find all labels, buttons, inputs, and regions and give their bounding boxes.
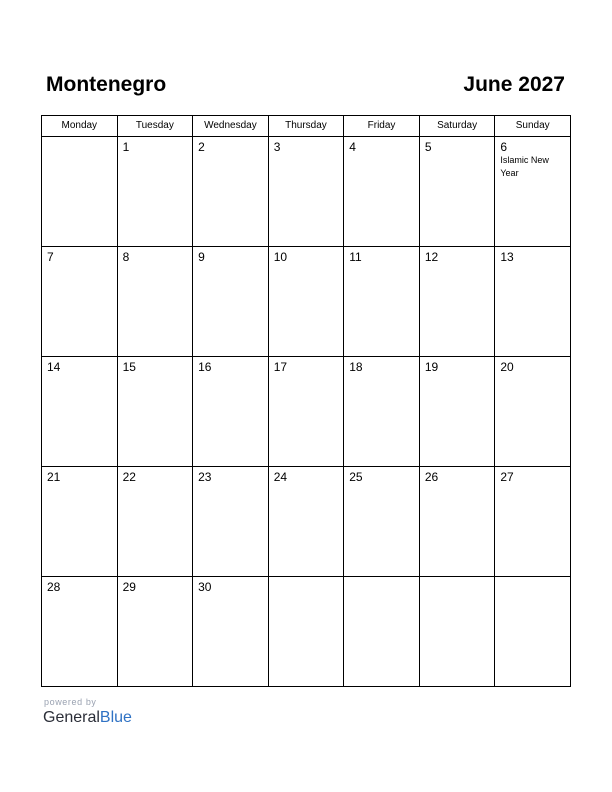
day-number: 6 [500,140,508,154]
week-row [42,357,571,467]
generalblue-logo[interactable] [43,708,132,728]
day-number: 7 [47,250,54,264]
day-cell [344,137,420,247]
day-cell [42,467,118,577]
day-number: 10 [273,250,288,264]
day-number: 2 [198,140,205,154]
day-cell [268,137,344,247]
brand-general-text: General [43,709,100,726]
weekday-header: Sunday [495,116,571,137]
day-cell [117,577,193,687]
powered-by-label: powered by [44,697,97,707]
calendar-grid [41,115,571,687]
day-cell [42,357,118,467]
week-row [42,467,571,577]
day-cell [42,247,118,357]
footer-branding [43,697,132,728]
day-number: 20 [500,360,514,374]
weekday-header: Friday [344,116,420,137]
day-cell [419,577,495,687]
day-number: 30 [198,580,212,594]
day-number: 4 [349,140,356,154]
calendar-country-title: Montenegro [46,73,167,96]
day-cell [495,577,571,687]
weekday-header: Saturday [419,116,495,137]
day-cell [344,577,420,687]
day-cell [419,247,495,357]
day-number: 25 [349,470,363,484]
day-cell [268,247,344,357]
week-row [42,137,571,247]
day-number: 29 [122,580,136,594]
day-number: 23 [198,470,212,484]
day-number: 11 [349,250,362,264]
weekday-header: Wednesday [193,116,269,137]
day-number: 17 [273,360,288,374]
day-number: 14 [47,360,61,374]
week-row [42,247,571,357]
day-number: 12 [424,250,439,264]
weekday-header: Thursday [268,116,344,137]
day-number [344,577,419,580]
day-number: 16 [198,360,212,374]
holiday-label: Islamic New Year [500,155,549,178]
day-cell [42,577,118,687]
day-cell [268,577,344,687]
week-row [42,577,571,687]
day-number: 9 [198,250,205,264]
day-number: 18 [349,360,363,374]
day-number: 19 [424,360,439,374]
day-cell [495,247,571,357]
day-number: 21 [47,470,61,484]
weekday-header: Tuesday [117,116,193,137]
day-number: 1 [122,140,130,154]
day-cell [193,357,269,467]
day-number: 8 [122,250,130,264]
day-number: 26 [424,470,439,484]
day-cell [117,137,193,247]
day-cell [419,137,495,247]
day-cell [268,357,344,467]
brand-blue-text: Blue [99,709,132,726]
day-cell [193,247,269,357]
day-number [495,577,570,580]
day-cell [495,137,571,247]
day-number: 13 [500,250,514,264]
day-cell [344,357,420,467]
day-number: 5 [424,140,432,154]
day-cell [419,357,495,467]
day-cell [193,467,269,577]
day-number [269,577,344,580]
day-cell [344,467,420,577]
day-cell [42,137,118,247]
day-number: 15 [122,360,136,374]
day-number: 24 [273,470,288,484]
day-cell [193,577,269,687]
day-cell [117,357,193,467]
day-cell [117,467,193,577]
day-number: 3 [273,140,281,154]
day-cell [117,247,193,357]
day-cell [495,357,571,467]
day-number [42,137,117,140]
day-number: 28 [47,580,61,594]
weekday-header: Monday [42,116,118,137]
weekday-header-row [42,116,571,137]
day-cell [419,467,495,577]
day-number [420,577,495,580]
day-cell [344,247,420,357]
day-cell [495,467,571,577]
day-number: 22 [122,470,136,484]
day-number: 27 [500,470,514,484]
calendar-month-title: June 2027 [463,73,565,96]
day-cell [268,467,344,577]
day-cell [193,137,269,247]
